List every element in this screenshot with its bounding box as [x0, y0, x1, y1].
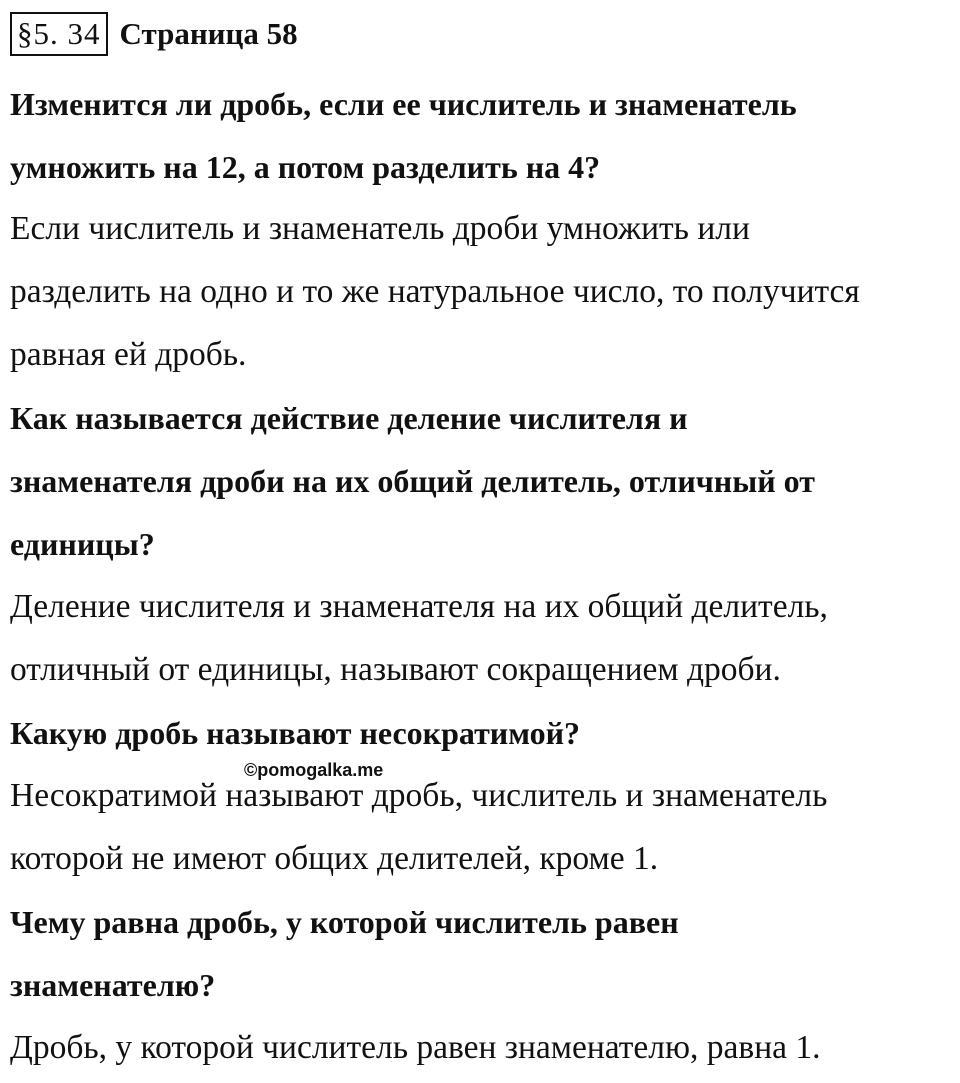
question-4-line-1: Чему равна дробь, у которой числитель равен	[10, 904, 679, 940]
answer-1-line-2: разделить на одно и то же натуральное число, то получится	[10, 273, 860, 310]
question-2-line-1: Как называется действие деление числителя и	[10, 400, 688, 436]
answer-1-line-1: Если числитель и знаменатель дроби умножить или	[10, 210, 750, 247]
section-number: §5. 34	[10, 12, 108, 56]
question-2-line-3: единицы?	[10, 526, 155, 562]
question-4-line-2: знаменателю?	[10, 967, 216, 1003]
question-2-line-2: знаменателя дроби на их общий делитель, отличный от	[10, 463, 815, 499]
answer-1-line-3: равная ей дробь.	[10, 336, 247, 373]
question-1-line-1: Изменится ли дробь, если ее числитель и знаменатель	[10, 86, 797, 122]
answer-2-line-2: отличный от единицы, называют сокращением дроби.	[10, 651, 781, 688]
page-title: Страница 58	[119, 16, 298, 51]
answer-4-line-1: Дробь, у которой числитель равен знаменателю, равна 1.	[10, 1029, 821, 1066]
page-header	[10, 8, 298, 60]
answer-2-line-1: Деление числителя и знаменателя на их общий делитель,	[10, 588, 828, 625]
question-1-line-2: умножить на 12, а потом разделить на 4?	[10, 149, 601, 185]
answer-3-line-1: Несократимой называют дробь, числитель и знаменатель	[10, 777, 828, 814]
question-3-line-1: Какую дробь называют несократимой?	[10, 715, 581, 751]
watermark: ©pomogalka.me	[244, 760, 384, 780]
answer-3-line-2: которой не имеют общих делителей, кроме 1.	[10, 840, 659, 877]
